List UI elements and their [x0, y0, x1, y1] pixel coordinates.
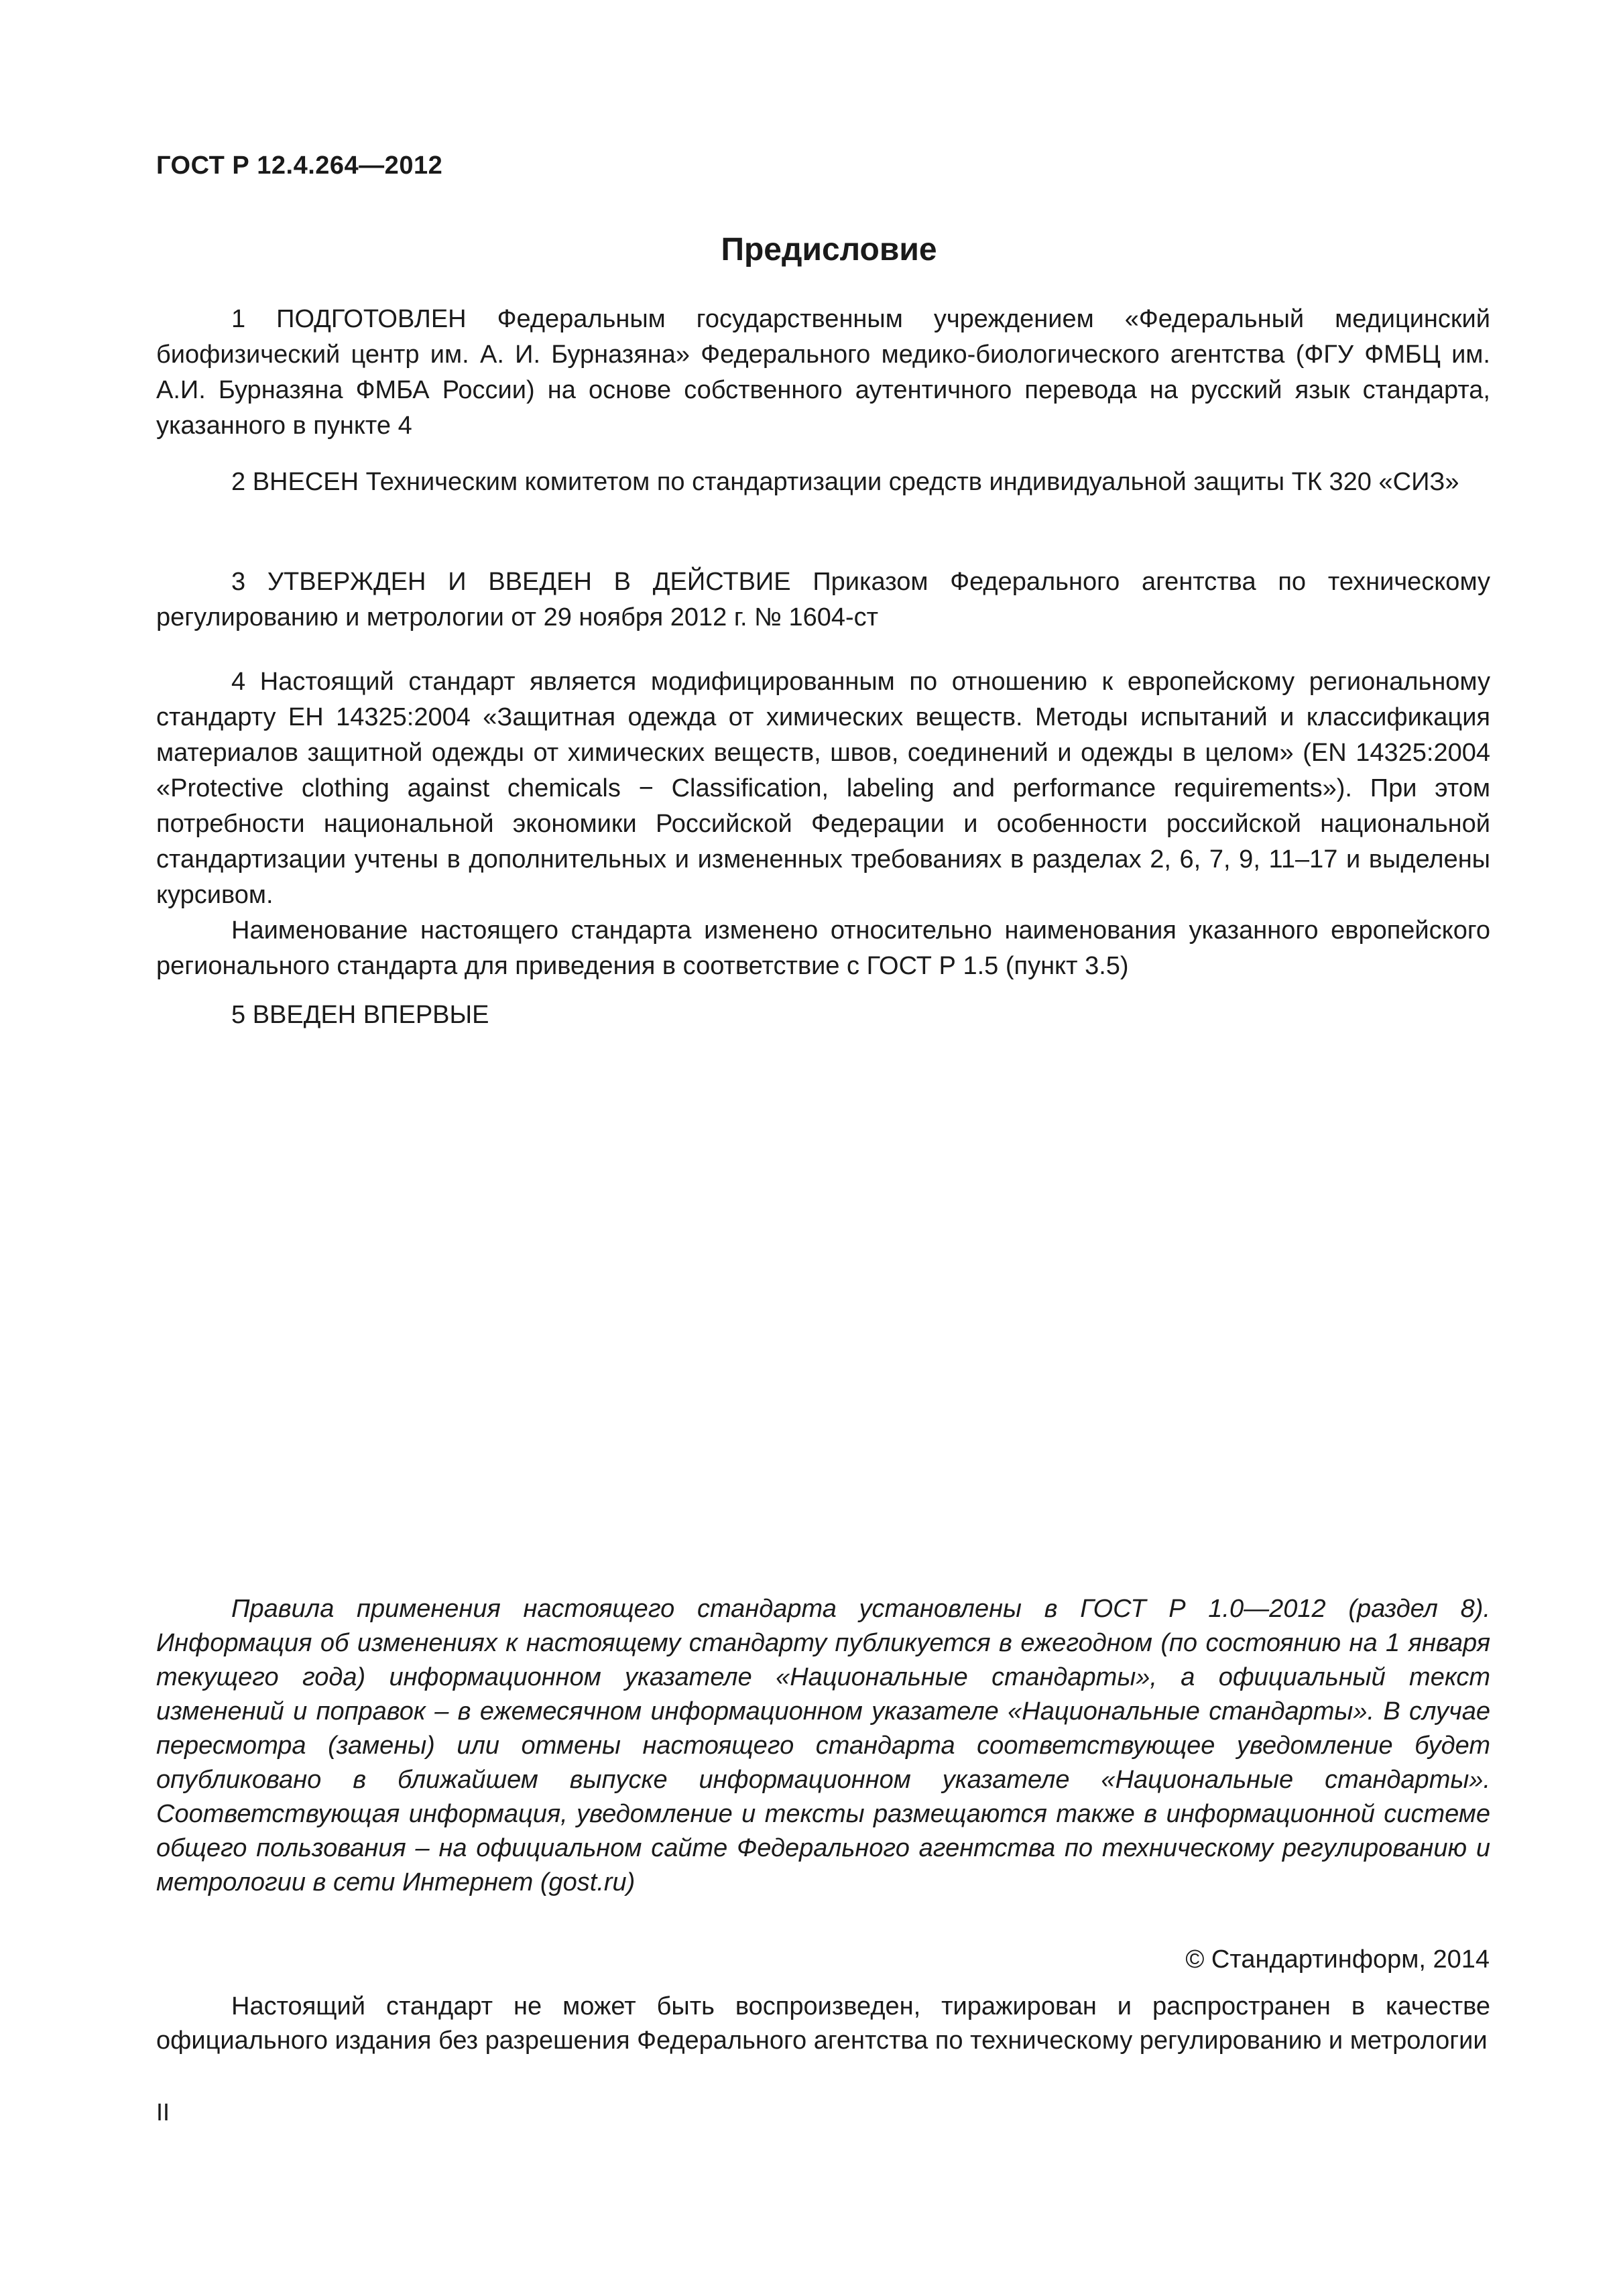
page-title: Предисловие: [721, 232, 937, 267]
page-number: II: [156, 2098, 170, 2126]
preface-item-2: [156, 465, 1490, 500]
application-rules-notice: Правила применения настоящего стандарта установлены в ГОСТ Р 1.0—2012 (раздел 8). Информация об изменениях к настоящему стандарту публикуется в ежегодном (по состоянию на 1 января текущего года) информационном указателе «Национальные стандарты», а официальный текст изменений и поправок – в ежемесячном информационном указателе «Национальные стандарты». В случае пересмотра (замены) или отмены настоящего стандарта соответствующее уведомление будет опубликовано в ближайшем выпуске информационном указателе «Национальные стандарты». Соответствующая информация, уведомление и тексты размещаются также в информационной системе общего пользования – на официальном сайте Федерального агентства по техническому регулированию и метрологии в сети Интернет (gost.ru): [156, 1595, 1490, 1896]
preface-paragraph: 3 УТВЕРЖДЕН И ВВЕДЕН В ДЕЙСТВИЕ Приказом Федерального агентства по техническому регулированию и метрологии от 29 ноября 2012 г. № 1604-ст: [156, 568, 1490, 631]
preface-paragraph: 2 ВНЕСЕН Техническим комитетом по стандартизации средств индивидуальной защиты ТК 320 «СИЗ»: [231, 468, 1459, 496]
preface-item-5: [156, 998, 1490, 1033]
document-code-header: ГОСТ Р 12.4.264—2012: [156, 152, 443, 180]
preface-paragraph: Наименование настоящего стандарта изменено относительно наименования указанного европейского регионального стандарта для приведения в соответствие с ГОСТ Р 1.5 (пункт 3.5): [156, 916, 1490, 980]
reprint-restriction-notice: Настоящий стандарт не может быть воспроизведен, тиражирован и распространен в качестве официального издания без разрешения Федерального агентства по техническому регулированию и метрологии: [156, 1992, 1490, 2055]
preface-item-4: [156, 664, 1490, 984]
preface-item-1: [156, 302, 1490, 444]
preface-paragraph: 5 ВВЕДЕН ВПЕРВЫЕ: [231, 1001, 489, 1029]
preface-paragraph: 1 ПОДГОТОВЛЕН Федеральным государственным учреждением «Федеральный медицинский биофизический центр им. А. И. Бурназяна» Федерального медико-биологического агентства (ФГУ ФМБЦ им. А.И. Бурназяна ФМБА России) на основе собственного аутентичного перевода на русский язык стандарта, указанного в пункте 4: [156, 305, 1490, 440]
preface-item-3: [156, 564, 1490, 636]
preface-paragraph: 4 Настоящий стандарт является модифицированным по отношению к европейскому региональному стандарту ЕН 14325:2004 «Защитная одежда от химических веществ. Методы испытаний и классификация материалов защитной одежды от химических веществ, швов, соединений и одежды в целом» (EN 14325:2004 «Protective clothing against chemicals − Classification, labeling and performance requirements»). При этом потребности национальной экономики Российской Федерации и особенности российской национальной стандартизации учтены в дополнительных и измененных требованиях в разделах 2, 6, 7, 9, 11–17 и выделены курсивом.: [156, 668, 1490, 909]
copyright-line: © Стандартинформ, 2014: [1185, 1945, 1490, 1974]
